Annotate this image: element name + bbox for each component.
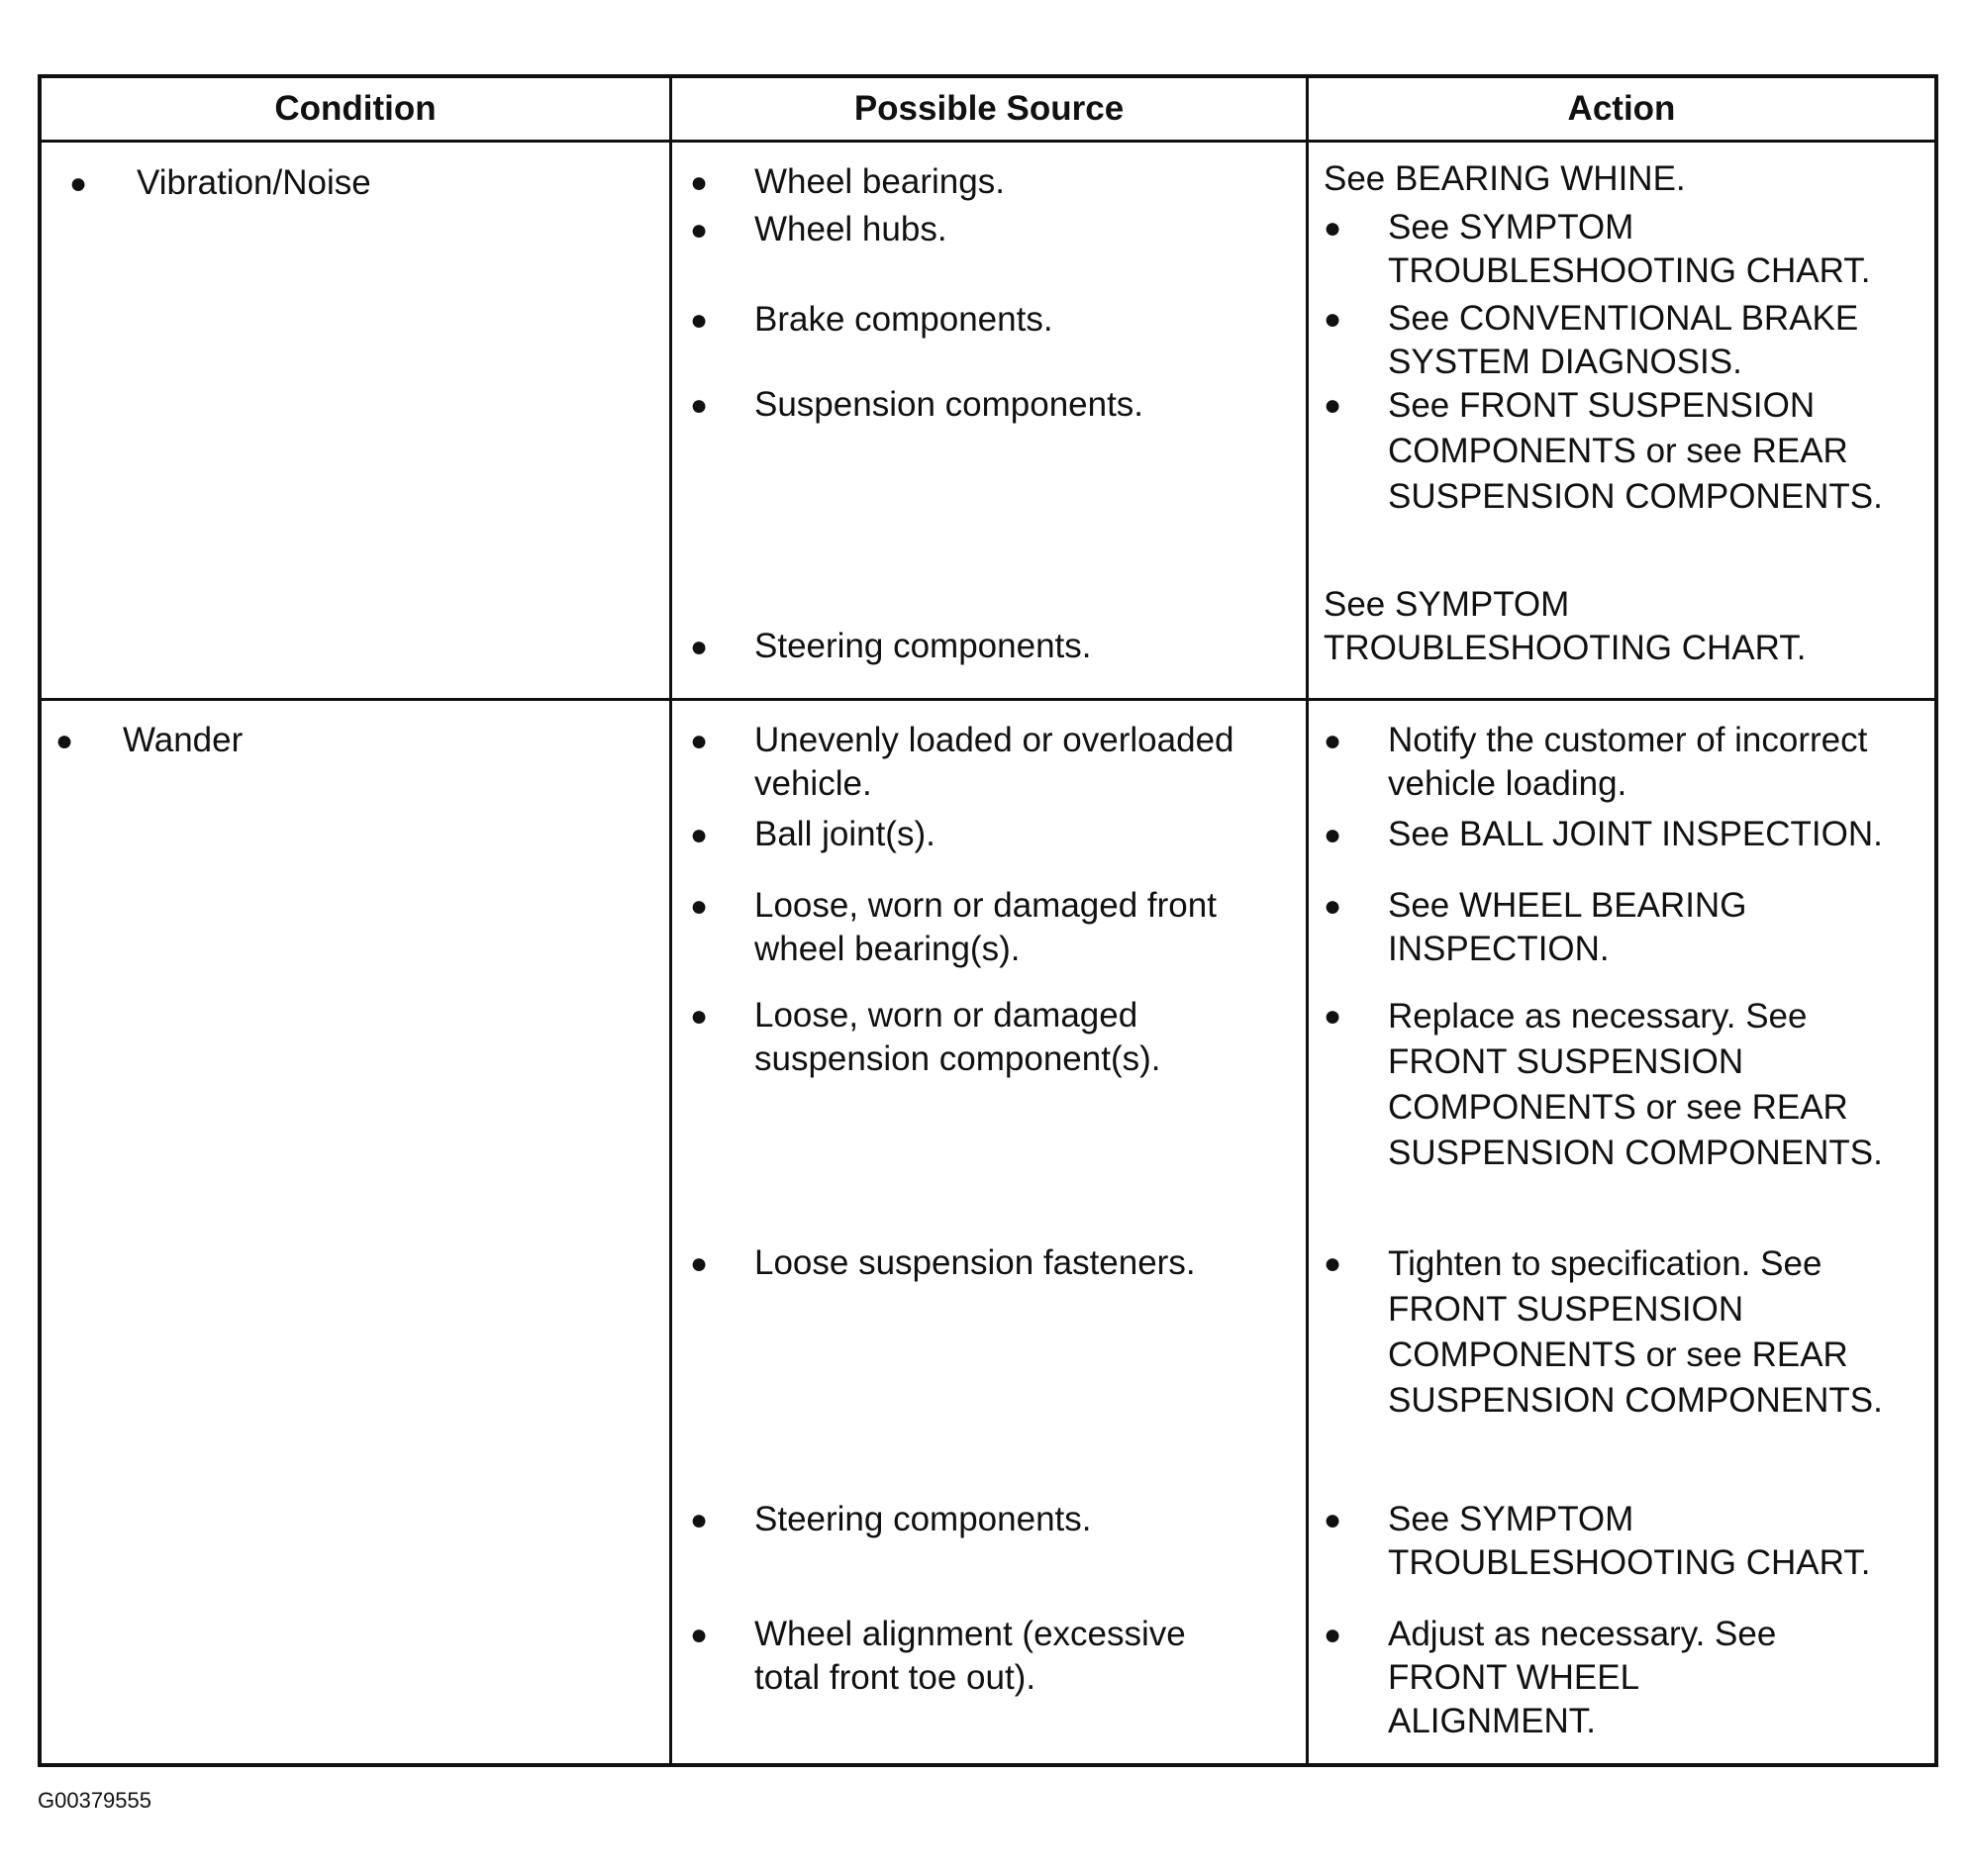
source-cell: Wheel hubs.	[754, 210, 947, 248]
source-cell: Wheel bearings.	[754, 162, 1005, 201]
bullet: ●	[690, 819, 709, 851]
bullet: ●	[1324, 725, 1342, 757]
bullet: ●	[690, 1000, 709, 1033]
action-cell: See SYMPTOM TROUBLESHOOTING CHART.	[1388, 208, 1871, 290]
bullet: ●	[1324, 1000, 1342, 1033]
header-condition: Condition	[274, 89, 437, 128]
action-cell: Notify the customer of incorrect vehicle loading.	[1388, 721, 1868, 803]
bullet: ●	[690, 304, 709, 337]
bullet: ●	[1324, 389, 1342, 422]
action-cell: See SYMPTOM TROUBLESHOOTING CHART.	[1324, 585, 1807, 667]
header-divider	[42, 140, 1934, 143]
source-cell: Loose, worn or damaged suspension component(s).	[754, 996, 1161, 1078]
troubleshooting-table	[38, 74, 1938, 1767]
bullet: ●	[1324, 1247, 1342, 1280]
bullet: ●	[690, 214, 709, 247]
bullet: ●	[690, 725, 709, 757]
action-cell: Replace as necessary. See FRONT SUSPENSION COMPONENTS or see REAR SUSPENSION COMPONENTS.	[1388, 997, 1883, 1172]
action-cell: See BALL JOINT INSPECTION.	[1388, 815, 1883, 853]
bullet: ●	[690, 166, 709, 199]
bullet: ●	[690, 890, 709, 923]
source-cell: Steering components.	[754, 627, 1092, 665]
bullet: ●	[690, 1504, 709, 1536]
source-cell: Loose suspension fasteners.	[754, 1243, 1196, 1282]
source-cell: Brake components.	[754, 300, 1053, 339]
header-action: Action	[1567, 89, 1676, 128]
bullet: ●	[690, 1619, 709, 1651]
bullet: ●	[1324, 819, 1342, 851]
condition-cell: Wander	[123, 721, 244, 759]
action-cell: Adjust as necessary. See FRONT WHEEL ALIGNMENT.	[1388, 1615, 1777, 1740]
bullet: ●	[55, 725, 74, 757]
bullet: ●	[690, 631, 709, 663]
action-cell: See SYMPTOM TROUBLESHOOTING CHART.	[1388, 1500, 1871, 1582]
column-divider	[1306, 78, 1309, 1763]
figure-code: G00379555	[38, 1788, 151, 1813]
source-cell: Wheel alignment (excessive total front toe out).	[754, 1615, 1186, 1697]
bullet: ●	[690, 389, 709, 422]
source-cell: Loose, worn or damaged front wheel bearing(s).	[754, 886, 1217, 968]
action-cell: See WHEEL BEARING INSPECTION.	[1388, 886, 1747, 968]
bullet: ●	[690, 1247, 709, 1280]
source-cell: Unevenly loaded or overloaded vehicle.	[754, 721, 1234, 803]
row-divider	[42, 698, 1934, 701]
action-cell: See BEARING WHINE.	[1324, 159, 1686, 198]
column-divider	[669, 78, 672, 1763]
header-possible-source: Possible Source	[853, 89, 1125, 128]
bullet: ●	[1324, 890, 1342, 923]
bullet: ●	[1324, 212, 1342, 245]
action-cell: Tighten to specification. See FRONT SUSPENSION COMPONENTS or see REAR SUSPENSION COMPONENTS.	[1388, 1244, 1883, 1420]
bullet: ●	[1324, 1504, 1342, 1536]
bullet: ●	[69, 167, 88, 200]
condition-cell: Vibration/Noise	[137, 163, 371, 202]
bullet: ●	[1324, 1619, 1342, 1651]
source-cell: Steering components.	[754, 1500, 1092, 1538]
source-cell: Ball joint(s).	[754, 815, 935, 853]
action-cell: See CONVENTIONAL BRAKE SYSTEM DIAGNOSIS.	[1388, 299, 1859, 381]
bullet: ●	[1324, 303, 1342, 336]
source-cell: Suspension components.	[754, 385, 1144, 424]
action-cell: See FRONT SUSPENSION COMPONENTS or see REAR SUSPENSION COMPONENTS.	[1388, 386, 1883, 516]
